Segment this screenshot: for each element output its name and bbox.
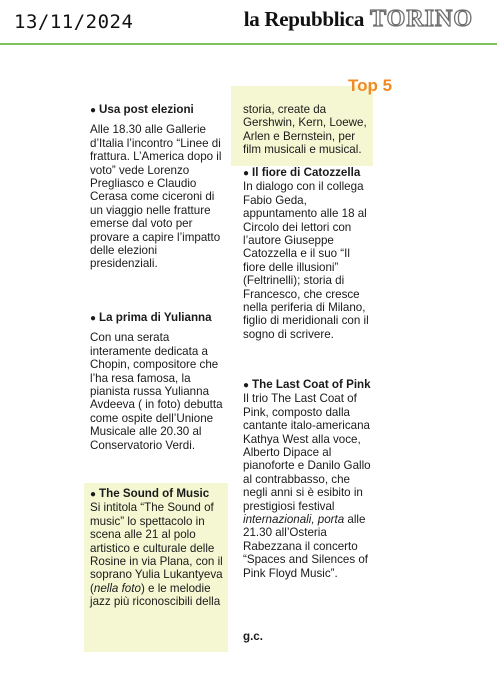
article-body: Alle 18.30 alle Gallerie d’Italia l’incontro “Linee di frattura. L’America dopo il voto” vede Lorenzo Pregliasco e Claudio Cerasa come ciceroni di un viaggio nelle fratture emerse dal voto per provare a capire l’impatto delle elezioni presidenziali. — [90, 123, 222, 271]
article-post-elezioni — [90, 103, 226, 271]
header-rule — [0, 43, 497, 45]
article-title: ● Usa post elezioni — [90, 103, 194, 116]
article-last-coat — [243, 378, 375, 580]
bullet-icon: ● — [243, 380, 250, 391]
section-name: TORINO — [370, 6, 473, 32]
article-catozzella — [243, 166, 373, 341]
top5-badge: Top 5 — [348, 76, 393, 95]
newspaper-logo: la Repubblica — [243, 7, 365, 31]
masthead — [244, 6, 473, 33]
article-title: ● Il fiore di Catozzella — [243, 166, 361, 179]
bullet-icon: ● — [243, 168, 250, 179]
bullet-icon: ● — [90, 313, 97, 324]
article-title: ● The Sound of Music — [90, 487, 210, 500]
article-body: Con una serata interamente dedicata a Chopin, compositore che l’ha resa famosa, la pianista russa Yulianna Avdeeva ( in foto) debutta come ospite dell’Unione Musicale alle 20.30 al Conservatorio Verdi. — [90, 331, 223, 452]
signature: g.c. — [243, 630, 263, 643]
article-sound-of-music — [90, 487, 226, 609]
bullet-icon: ● — [90, 489, 97, 500]
article-body: Il trio The Last Coat of Pink, composto dalla cantante italo-americana Kathya West alla voce, Alberto Dipace al pianoforte e Danilo Gallo al contrabbasso, che negli anni si è esibito in prestigiosi festival internazionali, porta alle 21.30 all’Osteria Rabezzana il concerto “Spaces and Silences of Pink Floyd Music”. — [243, 392, 371, 580]
article-body: In dialogo con il collega Fabio Geda, appuntamento alle 18 al Circolo dei lettori con l’autore Giuseppe Catozzella e il suo “Il fiore delle illusioni” (Feltrinelli); storia di Francesco, che cresce nella periferia di Milano, figlio di meridionali con il sogno di scrivere. — [243, 180, 369, 341]
issue-date: 13/11/2024 — [14, 11, 134, 33]
article-yulianna — [90, 311, 226, 452]
article-title: ● The Last Coat of Pink — [243, 378, 371, 391]
bullet-icon: ● — [90, 105, 97, 116]
article-title: ● La prima di Yulianna — [90, 311, 212, 324]
article-body: Si intitola “The Sound of music” lo spettacolo in scena alle 21 al polo artistico e culturale delle Rosine in via Plana, con il soprano Yulia Lukantyeva (nella foto) e le melodie jazz più riconoscibili della — [90, 501, 223, 609]
article-sound-of-music-continuation: storia, create da Gershwin, Kern, Loewe, Arlen e Bernstein, per film musicali e musical. — [243, 103, 367, 157]
